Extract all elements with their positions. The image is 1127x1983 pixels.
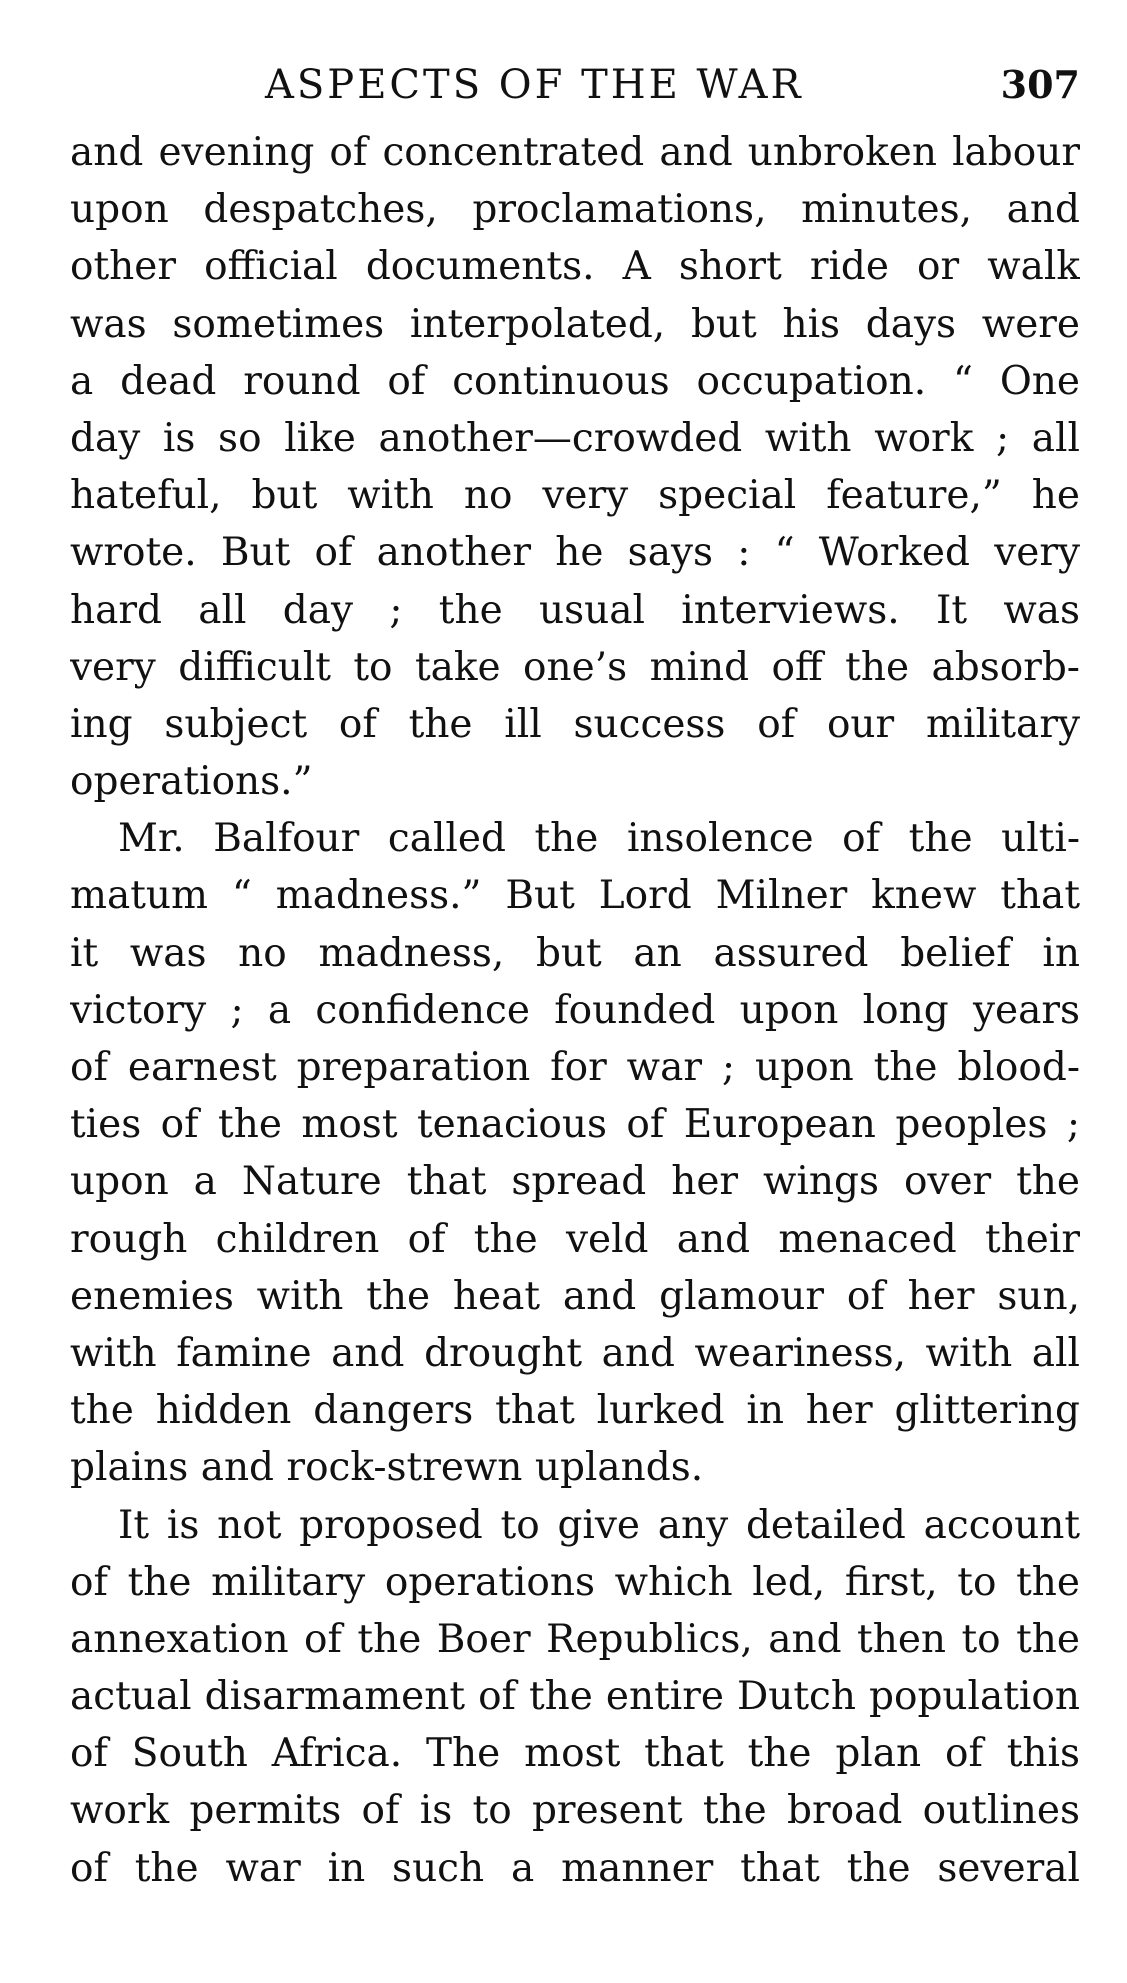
text-line: rough children of the veld and menaced their (70, 1216, 1080, 1262)
text-line: wrote. But of another he says : “ Worked very (70, 530, 1080, 576)
text-line: victory ; a confidence founded upon long years (70, 987, 1080, 1033)
text-line: upon despatches, proclamations, minutes, and (70, 187, 1080, 233)
text-line: upon a Nature that spread her wings over the (70, 1159, 1080, 1205)
text-line: hateful, but with no very special feature,” he (70, 473, 1080, 519)
text-line: of South Africa. The most that the plan of this (70, 1731, 1080, 1777)
text-line: of the military operations which led, first, to the (70, 1559, 1080, 1605)
text-line: Mr. Balfour called the insolence of the ulti- (118, 816, 1080, 862)
text-line: ties of the most tenacious of European peoples ; (70, 1102, 1080, 1148)
text-line: other official documents. A short ride or walk (70, 244, 1080, 290)
text-line: It is not proposed to give any detailed account (118, 1502, 1080, 1548)
text-line: of earnest preparation for war ; upon the blood- (70, 1045, 1080, 1090)
text-line: and evening of concentrated and unbroken labour (70, 130, 1080, 175)
text-line: was sometimes interpolated, but his days were (70, 301, 1080, 347)
text-line: actual disarmament of the entire Dutch population (70, 1674, 1080, 1720)
page-header (70, 58, 1080, 112)
text-line: a dead round of continuous occupation. “ One (70, 358, 1080, 404)
text-line: operations.” (70, 759, 313, 805)
text-line: ing subject of the ill success of our military (70, 701, 1080, 747)
text-line: it was no madness, but an assured belief in (70, 930, 1080, 976)
page-number: 307 (1000, 62, 1080, 107)
text-line: the hidden dangers that lurked in her glittering (70, 1388, 1080, 1434)
text-line: enemies with the heat and glamour of her sun, (70, 1273, 1080, 1319)
running-head: ASPECTS OF THE WAR (265, 62, 804, 108)
text-line: plains and rock-strewn uplands. (70, 1445, 704, 1491)
text-line: matum “ madness.” But Lord Milner knew that (70, 873, 1080, 919)
text-line: of the war in such a manner that the several (70, 1845, 1080, 1891)
text-line: very difficult to take one’s mind off the absorb- (70, 644, 1080, 690)
text-line: work permits of is to present the broad outlines (70, 1788, 1080, 1834)
body-text (70, 124, 1080, 1897)
text-line: day is so like another—crowded with work ; all (70, 415, 1080, 461)
text-line: hard all day ; the usual interviews. It was (70, 587, 1080, 633)
text-line: with famine and drought and weariness, with all (70, 1330, 1080, 1376)
text-line: annexation of the Boer Republics, and then to the (70, 1616, 1080, 1662)
